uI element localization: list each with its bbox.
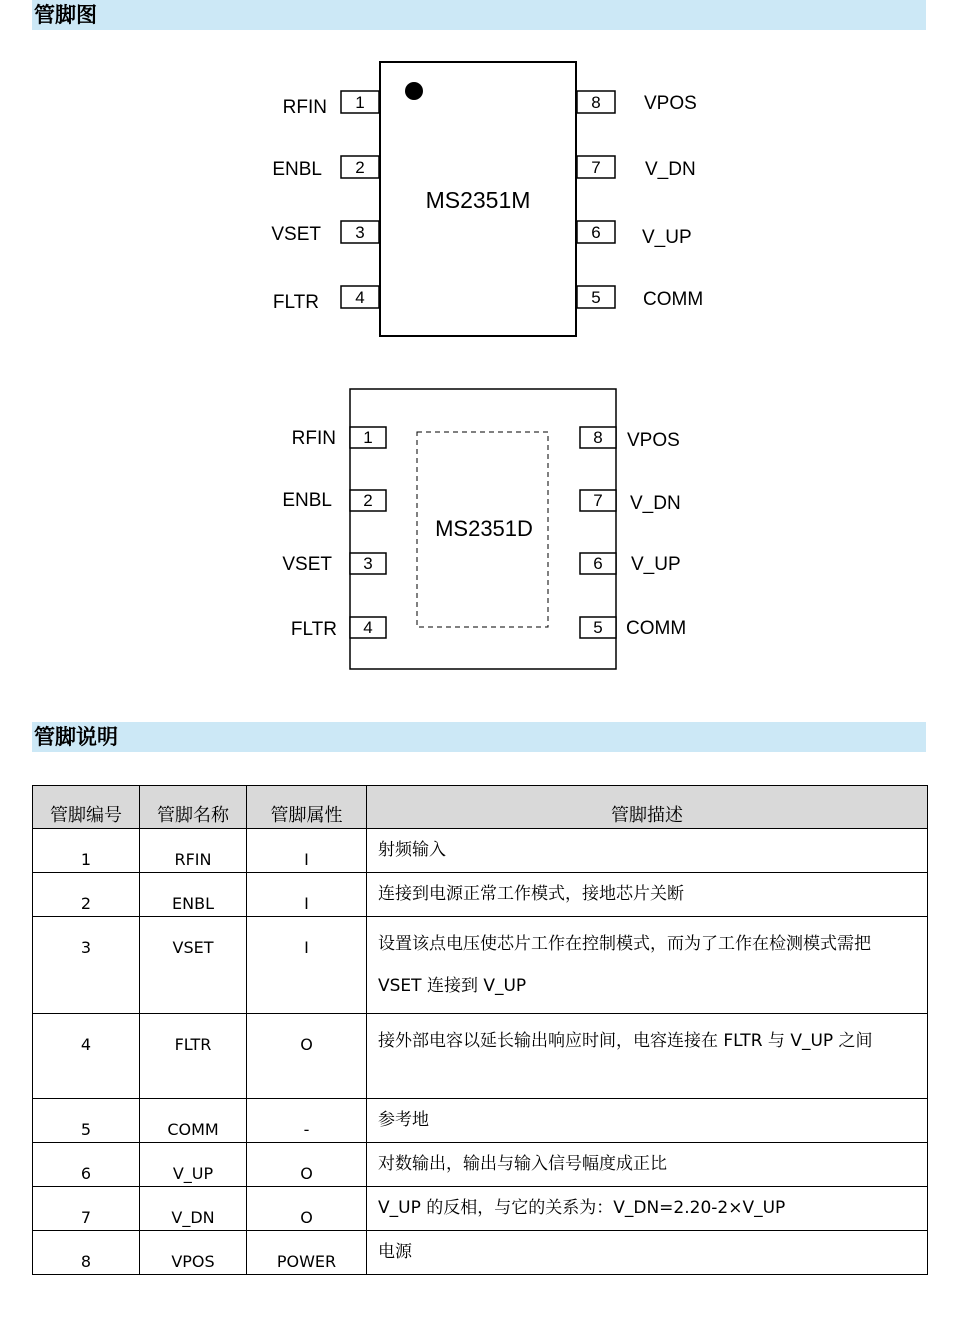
pin-number: 3 [355, 223, 365, 242]
pin-number: 7 [591, 158, 601, 177]
pin-number: 6 [591, 223, 601, 242]
table-row [33, 1014, 928, 1099]
pin-diagram-heading: 管脚图 [32, 0, 926, 30]
cell-pin-number: 3 [33, 917, 140, 1014]
pin-number: 1 [363, 428, 373, 447]
pin-8 [577, 91, 697, 114]
table-row [33, 917, 928, 1014]
table-row [33, 873, 928, 917]
table-header-row [33, 786, 928, 829]
pin-name: V_UP [631, 554, 681, 575]
header-pin-attribute: 管脚属性 [247, 786, 367, 829]
pin-number: 3 [363, 554, 373, 573]
pin-name: V_UP [642, 227, 692, 248]
table-row [33, 1099, 928, 1143]
pin-name: COMM [643, 289, 704, 310]
cell-pin-description: 对数输出，输出与输入信号幅度成正比 [367, 1143, 928, 1187]
pin-3 [271, 221, 379, 245]
pin-name: VPOS [627, 430, 680, 451]
pin-6 [577, 221, 692, 248]
pin-7 [577, 156, 696, 180]
chip-name: MS2351D [435, 516, 533, 541]
pin-number: 8 [593, 428, 603, 447]
pin-name: V_DN [630, 493, 681, 514]
pin-number: 2 [355, 158, 365, 177]
pin-name: FLTR [272, 292, 319, 313]
pin-name: ENBL [282, 490, 332, 511]
pin-number: 2 [363, 491, 373, 510]
pin-name: FLTR [290, 619, 337, 640]
cell-pin-number: 7 [33, 1187, 140, 1231]
cell-pin-description: 电源 [367, 1231, 928, 1275]
pin-7 [580, 490, 681, 514]
cell-pin-name: FLTR [140, 1014, 247, 1099]
pin-name: VPOS [644, 93, 697, 114]
pin-4 [273, 286, 379, 313]
header-pin-name: 管脚名称 [140, 786, 247, 829]
table-row [33, 1143, 928, 1187]
cell-pin-name: ENBL [140, 873, 247, 917]
pin-number: 5 [593, 618, 603, 637]
pin-name: RFIN [291, 428, 336, 449]
table-row [33, 1231, 928, 1275]
cell-pin-description: 参考地 [367, 1099, 928, 1143]
pin-number: 5 [591, 288, 601, 307]
cell-pin-description: V_UP 的反相，与它的关系为：V_DN=2.20-2×V_UP [367, 1187, 928, 1231]
table-row [33, 1187, 928, 1231]
cell-pin-attribute: I [247, 873, 367, 917]
cell-pin-description: 射频输入 [367, 829, 928, 873]
pin-number: 7 [593, 491, 603, 510]
cell-pin-number: 8 [33, 1231, 140, 1275]
pin-1 [292, 427, 386, 449]
cell-pin-number: 2 [33, 873, 140, 917]
pin1-marker-dot [405, 82, 423, 100]
pin-number: 6 [593, 554, 603, 573]
cell-pin-attribute: - [247, 1099, 367, 1143]
pin-5 [580, 617, 686, 639]
pin-number: 1 [355, 93, 365, 112]
pin-name: VSET [271, 224, 321, 245]
pin-number: 4 [355, 288, 365, 307]
cell-pin-attribute: O [247, 1187, 367, 1231]
pin-3 [282, 553, 386, 575]
pin-number: 8 [591, 93, 601, 112]
cell-pin-name: V_DN [140, 1187, 247, 1231]
pin-name: VSET [282, 554, 332, 575]
ms2351d-pin-diagram [0, 380, 960, 680]
pin-2 [272, 156, 379, 180]
cell-pin-attribute: I [247, 917, 367, 1014]
cell-pin-attribute: I [247, 829, 367, 873]
cell-pin-number: 4 [33, 1014, 140, 1099]
cell-pin-number: 6 [33, 1143, 140, 1187]
cell-pin-attribute: POWER [247, 1231, 367, 1275]
cell-pin-number: 5 [33, 1099, 140, 1143]
pin-1 [283, 91, 379, 118]
ms2351m-pin-diagram [0, 50, 960, 350]
cell-pin-attribute: O [247, 1014, 367, 1099]
chip-name: MS2351M [425, 187, 531, 213]
cell-pin-description: 连接到电源正常工作模式，接地芯片关断 [367, 873, 928, 917]
cell-pin-description: 设置该点电压使芯片工作在控制模式，而为了工作在检测模式需把 VSET 连接到 V_UP [367, 917, 928, 1014]
cell-pin-name: COMM [140, 1099, 247, 1143]
header-pin-number: 管脚编号 [33, 786, 140, 829]
table-row [33, 829, 928, 873]
pin-4 [291, 617, 386, 640]
cell-pin-description: 接外部电容以延长输出响应时间，电容连接在 FLTR 与 V_UP 之间 [367, 1014, 928, 1099]
pin-name: COMM [626, 618, 687, 639]
cell-pin-name: V_UP [140, 1143, 247, 1187]
pin-number: 4 [363, 618, 373, 637]
pin-description-heading: 管脚说明 [32, 722, 926, 752]
cell-pin-name: VPOS [140, 1231, 247, 1275]
pin-name: ENBL [272, 159, 322, 180]
pin-name: RFIN [282, 97, 327, 118]
cell-pin-name: VSET [140, 917, 247, 1014]
pin-6 [580, 553, 681, 575]
pin-2 [282, 490, 386, 511]
cell-pin-attribute: O [247, 1143, 367, 1187]
pin-description-table [32, 785, 928, 1275]
cell-pin-name: RFIN [140, 829, 247, 873]
cell-pin-number: 1 [33, 829, 140, 873]
pin-5 [577, 286, 703, 310]
pin-name: V_DN [645, 159, 696, 180]
header-pin-description: 管脚描述 [367, 786, 928, 829]
pin-8 [580, 427, 680, 451]
